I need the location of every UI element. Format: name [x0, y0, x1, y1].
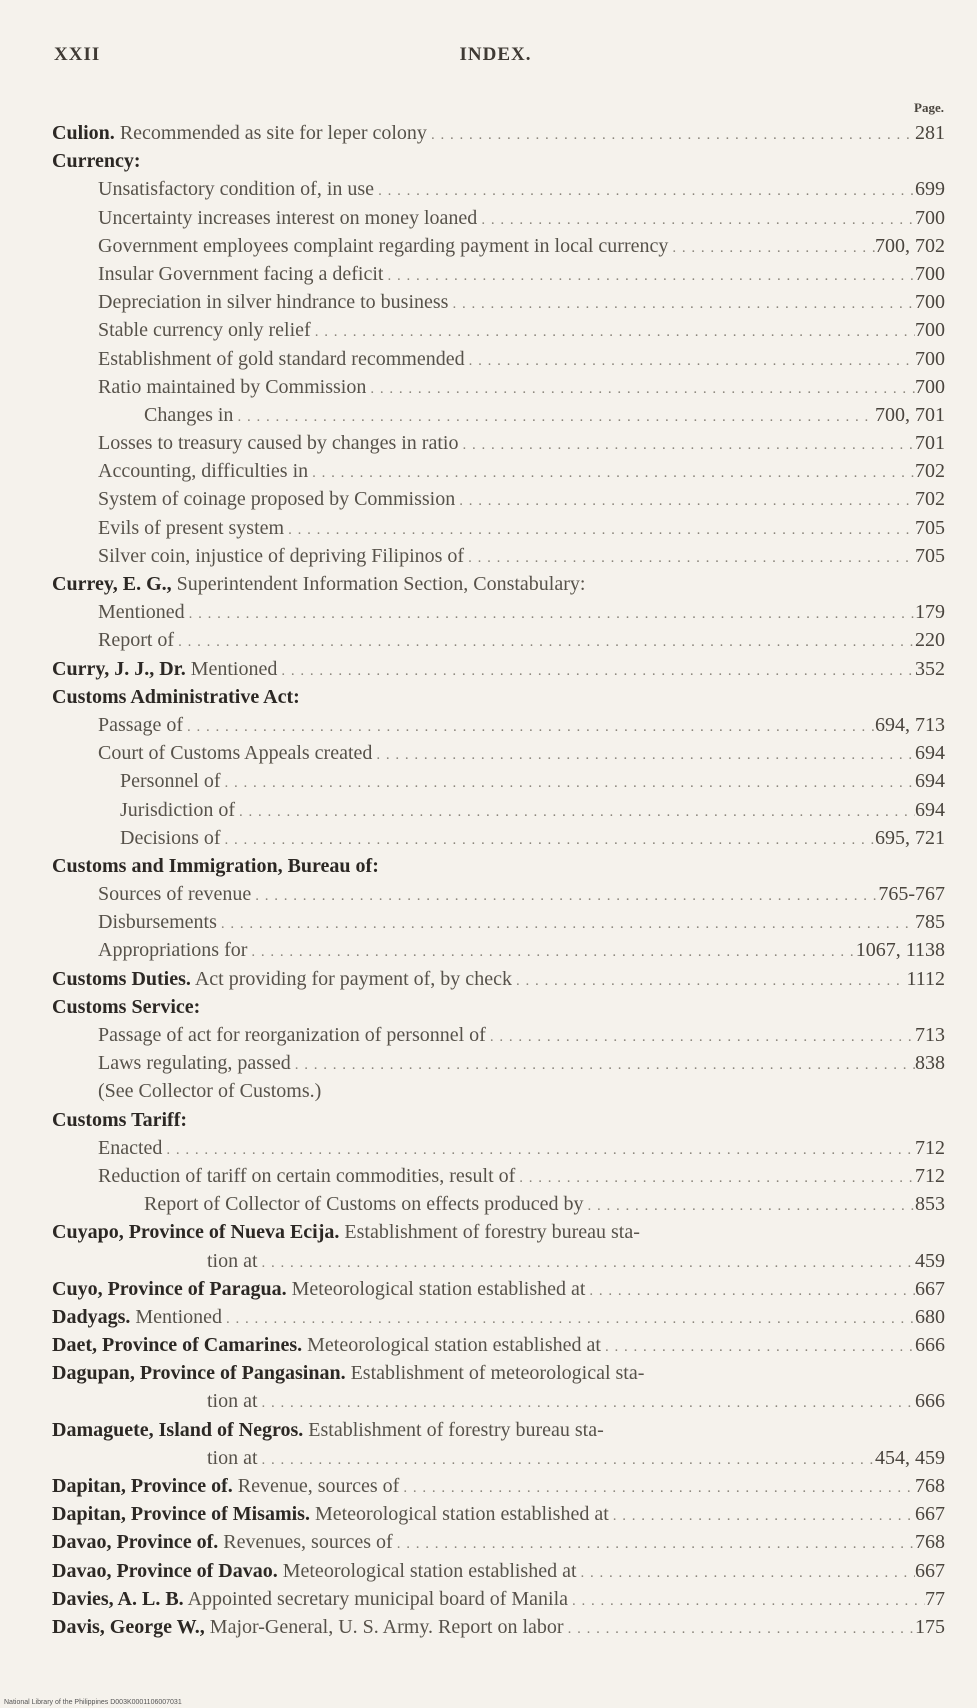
leader-dots — [393, 1530, 915, 1556]
index-entry — [52, 345, 945, 373]
index-entry — [52, 457, 945, 485]
entry-headword: Davies, A. L. B. — [52, 1587, 184, 1610]
entry-page-ref: 700 — [915, 291, 945, 314]
entry-page-ref: 712 — [915, 1164, 945, 1187]
entry-description: Mentioned — [190, 657, 278, 680]
index-entry — [52, 880, 945, 908]
leader-dots — [399, 1474, 915, 1500]
entry-description: Passage of — [98, 713, 183, 736]
index-entry — [52, 1500, 945, 1528]
index-entry — [52, 1218, 945, 1246]
entry-text — [98, 1049, 291, 1077]
entry-headword: Customs Administrative Act: — [52, 685, 300, 708]
leader-dots — [183, 713, 875, 739]
leader-dots — [601, 1333, 915, 1359]
entry-description: (See Collector of Customs.) — [98, 1080, 322, 1103]
entry-description: Court of Customs Appeals created — [98, 742, 373, 765]
entry-text — [207, 1387, 258, 1415]
entry-description: Enacted — [98, 1136, 163, 1159]
entry-text — [98, 1162, 515, 1190]
entry-text — [144, 401, 233, 429]
entry-page-ref: 785 — [915, 911, 945, 934]
entry-text — [98, 345, 465, 373]
entry-text — [98, 232, 668, 260]
entry-description: Laws regulating, passed — [98, 1052, 291, 1075]
index-entry — [52, 260, 945, 288]
entry-description: Establishment of forestry bureau sta- — [344, 1221, 640, 1244]
entry-headword: Dagupan, Province of Pangasinan. — [52, 1362, 346, 1385]
leader-dots — [585, 1277, 915, 1303]
entry-headword: Customs Tariff: — [52, 1108, 188, 1131]
entry-page-ref: 694 — [915, 770, 945, 793]
entry-text — [52, 1303, 222, 1331]
entry-text — [120, 824, 221, 852]
index-entry — [52, 824, 945, 852]
entry-page-ref: 694 — [915, 798, 945, 821]
index-entry — [52, 1303, 945, 1331]
entry-page-ref: 705 — [915, 544, 945, 567]
entry-page-ref: 352 — [915, 657, 945, 680]
index-entry — [52, 739, 945, 767]
entry-page-ref: 1112 — [906, 967, 945, 990]
entry-text — [52, 1613, 564, 1641]
entry-text — [98, 880, 251, 908]
entry-text — [52, 1585, 568, 1613]
entry-text — [98, 626, 174, 654]
index-entry — [52, 316, 945, 344]
entry-text — [52, 147, 141, 175]
index-entry — [52, 429, 945, 457]
index-entry — [52, 796, 945, 824]
entry-text — [52, 1528, 393, 1556]
entry-description: Accounting, difficulties in — [98, 460, 309, 483]
index-entry — [52, 683, 945, 711]
entry-description: Meteorological station established at — [307, 1334, 601, 1357]
entry-description: Sources of revenue — [98, 883, 252, 906]
entry-text — [52, 1275, 585, 1303]
index-entry — [52, 1106, 945, 1134]
leader-dots — [427, 121, 915, 147]
entry-description: Mentioned — [98, 601, 185, 624]
entry-page-ref: 768 — [915, 1531, 945, 1554]
entry-page-ref: 454, 459 — [875, 1446, 945, 1469]
entry-description: Act providing for payment of, by check — [194, 967, 512, 990]
leader-dots — [515, 1164, 915, 1190]
index-entry — [52, 542, 945, 570]
index-entry — [52, 965, 945, 993]
entry-text — [52, 1218, 640, 1246]
entry-headword: Customs Service: — [52, 995, 201, 1018]
entry-page-ref: 713 — [915, 1024, 945, 1046]
entry-headword: Dapitan, Province of. — [52, 1475, 233, 1497]
index-entry — [52, 232, 945, 260]
entry-description: Government employees complaint regarding payment in local currency — [98, 234, 669, 257]
index-entry — [52, 1528, 945, 1556]
leader-dots — [291, 1051, 915, 1077]
entry-page-ref: 694 — [915, 742, 945, 765]
leader-dots — [233, 403, 875, 429]
entry-text — [98, 429, 458, 457]
entry-text — [52, 1106, 187, 1134]
leader-dots — [221, 769, 915, 795]
page-number: XXII — [54, 44, 101, 65]
entry-text — [120, 796, 235, 824]
leader-dots — [308, 459, 915, 485]
entry-page-ref: 459 — [915, 1249, 945, 1272]
entry-page-ref: 838 — [915, 1052, 945, 1075]
entry-text — [98, 485, 455, 513]
entry-description: Ratio maintained by Commission — [98, 375, 367, 398]
entry-page-ref: 700, 701 — [875, 403, 945, 426]
index-entry — [52, 288, 945, 316]
entry-description: Depreciation in silver hindrance to business — [98, 291, 449, 314]
entry-description: Stable currency only relief — [98, 319, 311, 342]
leader-dots — [277, 657, 915, 683]
entry-headword: Currey, E. G., — [52, 573, 172, 595]
entry-page-ref: 700 — [915, 206, 945, 229]
entry-page-ref: 700 — [915, 319, 945, 342]
leader-dots — [258, 1249, 915, 1275]
index-entry — [52, 570, 945, 598]
index-entry — [52, 1387, 945, 1415]
index-entry — [52, 598, 945, 626]
entry-page-ref: 699 — [915, 178, 945, 201]
index-entry — [52, 908, 945, 936]
index-entry — [52, 767, 945, 795]
entry-page-ref: 695, 721 — [875, 826, 945, 849]
leader-dots — [668, 234, 875, 260]
leader-dots — [222, 1305, 915, 1331]
leader-dots — [486, 1023, 915, 1049]
entry-description: Meteorological station established at — [314, 1503, 609, 1526]
entry-page-ref: 175 — [915, 1615, 945, 1638]
entry-headword: Culion. — [52, 122, 115, 144]
entry-text — [98, 739, 372, 767]
index-entries — [52, 119, 945, 1641]
leader-dots — [455, 487, 915, 513]
entry-page-ref: 667 — [915, 1559, 945, 1582]
entry-description: Decisions of — [120, 826, 221, 849]
entry-text — [98, 908, 217, 936]
entry-page-ref: 700 — [915, 375, 945, 398]
entry-page-ref: 281 — [915, 122, 945, 144]
entry-text — [52, 993, 200, 1021]
entry-page-ref: 667 — [915, 1503, 945, 1526]
leader-dots — [311, 318, 915, 344]
entry-text — [98, 288, 448, 316]
entry-page-ref: 705 — [915, 516, 945, 539]
index-entry — [52, 1585, 945, 1613]
scan-footer: National Library of the Philippines D003K0001106007031 — [4, 1699, 182, 1706]
entry-text — [98, 711, 183, 739]
leader-dots — [465, 347, 915, 373]
leader-dots — [284, 516, 915, 542]
leader-dots — [609, 1502, 915, 1528]
entry-page-ref: 666 — [915, 1334, 945, 1357]
entry-description: Changes in — [144, 403, 234, 426]
entry-description: Insular Government facing a deficit — [98, 262, 384, 285]
entry-page-ref: 700 — [915, 347, 945, 370]
entry-text — [52, 1500, 609, 1528]
entry-text — [98, 204, 477, 232]
entry-page-ref: 702 — [915, 488, 945, 511]
index-entry — [52, 485, 945, 513]
index-entry — [52, 1021, 945, 1049]
entry-text — [98, 175, 374, 203]
page-header — [54, 44, 937, 74]
entry-headword: Damaguete, Island of Negros. — [52, 1418, 304, 1441]
index-entry — [52, 204, 945, 232]
entry-headword: Dapitan, Province of Misamis. — [52, 1503, 310, 1526]
leader-dots — [251, 882, 878, 908]
leader-dots — [235, 798, 915, 824]
entry-description: Meteorological station established at — [282, 1559, 577, 1582]
entry-description: Appointed secretary municipal board of Manila — [187, 1587, 569, 1610]
entry-page-ref: 666 — [915, 1390, 945, 1413]
entry-headword: Customs Duties. — [52, 967, 191, 990]
leader-dots — [448, 290, 915, 316]
entry-description: tion at — [207, 1249, 258, 1272]
index-entry — [52, 993, 945, 1021]
index-entry — [52, 1190, 945, 1218]
entry-text — [52, 1472, 399, 1500]
entry-description: Superintendent Information Section, Constabulary: — [176, 573, 586, 595]
leader-dots — [221, 826, 875, 852]
entry-description: Establishment of gold standard recommended — [98, 347, 465, 370]
index-entry — [52, 1275, 945, 1303]
entry-description: Recommended as site for leper colony — [119, 122, 427, 144]
entry-page-ref: 765-767 — [878, 883, 945, 906]
entry-description: tion at — [207, 1446, 258, 1469]
index-entry — [52, 1472, 945, 1500]
page-column-label: Page. — [914, 100, 944, 115]
index-entry — [52, 373, 945, 401]
entry-description: Uncertainty increases interest on money loaned — [98, 206, 478, 229]
entry-page-ref: 179 — [915, 601, 945, 624]
entry-page-ref: 701 — [915, 432, 945, 455]
leader-dots — [383, 262, 915, 288]
entry-description: Report of Collector of Customs on effects produced by — [144, 1193, 584, 1216]
index-entry — [52, 1359, 945, 1387]
entry-headword: Davis, George W., — [52, 1615, 205, 1638]
leader-dots — [247, 938, 855, 964]
page-title: INDEX. — [459, 44, 532, 65]
leader-dots — [577, 1559, 915, 1585]
leader-dots — [458, 431, 915, 457]
entry-text — [98, 260, 383, 288]
entry-headword: Curry, J. J., Dr. — [52, 657, 186, 680]
entry-description: Mentioned — [135, 1305, 223, 1328]
index-entry — [52, 1134, 945, 1162]
index-entry — [52, 147, 945, 175]
entry-headword: Cuyapo, Province of Nueva Ecija. — [52, 1221, 340, 1244]
entry-headword: Cuyo, Province of Paragua. — [52, 1277, 287, 1300]
entry-text — [144, 1190, 584, 1218]
entry-description: tion at — [207, 1390, 258, 1413]
leader-dots — [217, 910, 915, 936]
entry-text — [52, 655, 277, 683]
entry-page-ref: 700 — [915, 262, 945, 285]
entry-page-ref: 694, 713 — [875, 713, 945, 736]
entry-description: Losses to treasury caused by changes in ratio — [98, 432, 459, 455]
entry-page-ref: 220 — [915, 629, 945, 652]
index-entry — [52, 711, 945, 739]
leader-dots — [584, 1192, 915, 1218]
entry-description: Evils of present system — [98, 516, 285, 539]
entry-text — [98, 598, 185, 626]
entry-page-ref: 702 — [915, 460, 945, 483]
leader-dots — [258, 1446, 875, 1472]
entry-description: Meteorological station established at — [291, 1277, 586, 1300]
entry-headword: Dadyags. — [52, 1305, 131, 1328]
entry-text — [52, 1331, 601, 1359]
entry-headword: Daet, Province of Camarines. — [52, 1334, 303, 1357]
entry-page-ref: 768 — [915, 1475, 945, 1497]
entry-description: Silver coin, injustice of depriving Filipinos of — [98, 544, 465, 567]
index-entry — [52, 852, 945, 880]
entry-description: Establishment of meteorological sta- — [350, 1362, 645, 1385]
entry-text — [52, 1416, 604, 1444]
entry-page-ref: 853 — [915, 1193, 945, 1216]
entry-text — [98, 457, 308, 485]
index-entry — [52, 655, 945, 683]
entry-description: System of coinage proposed by Commission — [98, 488, 456, 511]
entry-description: Jurisdiction of — [120, 798, 235, 821]
entry-headword: Customs and Immigration, Bureau of: — [52, 854, 379, 877]
entry-description: Passage of act for reorganization of personnel of — [98, 1024, 486, 1046]
entry-headword: Currency: — [52, 150, 141, 173]
entry-text — [52, 1359, 644, 1387]
entry-description: Major-General, U. S. Army. Report on labor — [209, 1615, 564, 1638]
index-entry — [52, 1049, 945, 1077]
leader-dots — [162, 1136, 915, 1162]
entry-text — [98, 373, 366, 401]
index-entry — [52, 401, 945, 429]
index-entry — [52, 1557, 945, 1585]
index-entry — [52, 175, 945, 203]
entry-description: Reduction of tariff on certain commodities, result of — [98, 1164, 516, 1187]
entry-text — [207, 1247, 258, 1275]
index-entry — [52, 1331, 945, 1359]
leader-dots — [512, 967, 907, 993]
leader-dots — [174, 628, 915, 654]
entry-text — [207, 1444, 258, 1472]
entry-description: Revenue, sources of — [237, 1475, 400, 1497]
leader-dots — [366, 375, 915, 401]
index-entry — [52, 1162, 945, 1190]
leader-dots — [477, 206, 915, 232]
index-entry — [52, 514, 945, 542]
entry-description: Appropriations for — [98, 939, 248, 962]
entry-text — [98, 936, 247, 964]
index-entry — [52, 1613, 945, 1641]
entry-page-ref: 712 — [915, 1136, 945, 1159]
entry-description: Unsatisfactory condition of, in use — [98, 178, 375, 201]
entry-text — [52, 1557, 577, 1585]
index-entry — [52, 1416, 945, 1444]
index-entry — [52, 1444, 945, 1472]
index-entry — [52, 626, 945, 654]
entry-text — [52, 570, 585, 598]
entry-description: Report of — [98, 629, 175, 652]
entry-text — [98, 1077, 321, 1105]
entry-text — [98, 514, 284, 542]
entry-text — [98, 1134, 162, 1162]
entry-page-ref: 680 — [915, 1305, 945, 1328]
entry-text — [98, 1021, 486, 1049]
entry-text — [52, 852, 379, 880]
entry-text — [98, 542, 464, 570]
entry-page-ref: 700, 702 — [875, 234, 945, 257]
entry-headword: Davao, Province of Davao. — [52, 1559, 278, 1582]
entry-description: Establishment of forestry bureau sta- — [308, 1418, 604, 1441]
entry-page-ref: 1067, 1138 — [855, 939, 945, 962]
entry-description: Disbursements — [98, 911, 217, 934]
entry-text — [52, 683, 300, 711]
entry-text — [98, 316, 311, 344]
entry-text — [52, 965, 512, 993]
leader-dots — [374, 177, 915, 203]
entry-description: Personnel of — [120, 770, 221, 793]
leader-dots — [258, 1389, 915, 1415]
leader-dots — [568, 1587, 925, 1613]
entry-page-ref: 77 — [925, 1587, 945, 1610]
entry-headword: Davao, Province of. — [52, 1531, 219, 1554]
leader-dots — [185, 600, 915, 626]
leader-dots — [564, 1615, 915, 1641]
entry-text — [120, 767, 221, 795]
leader-dots — [372, 741, 915, 767]
entry-text — [52, 119, 427, 147]
index-entry — [52, 119, 945, 147]
entry-page-ref: 667 — [915, 1277, 945, 1300]
index-entry — [52, 1077, 945, 1105]
index-entry — [52, 936, 945, 964]
leader-dots — [464, 544, 915, 570]
entry-description: Revenues, sources of — [223, 1531, 393, 1554]
index-entry — [52, 1247, 945, 1275]
